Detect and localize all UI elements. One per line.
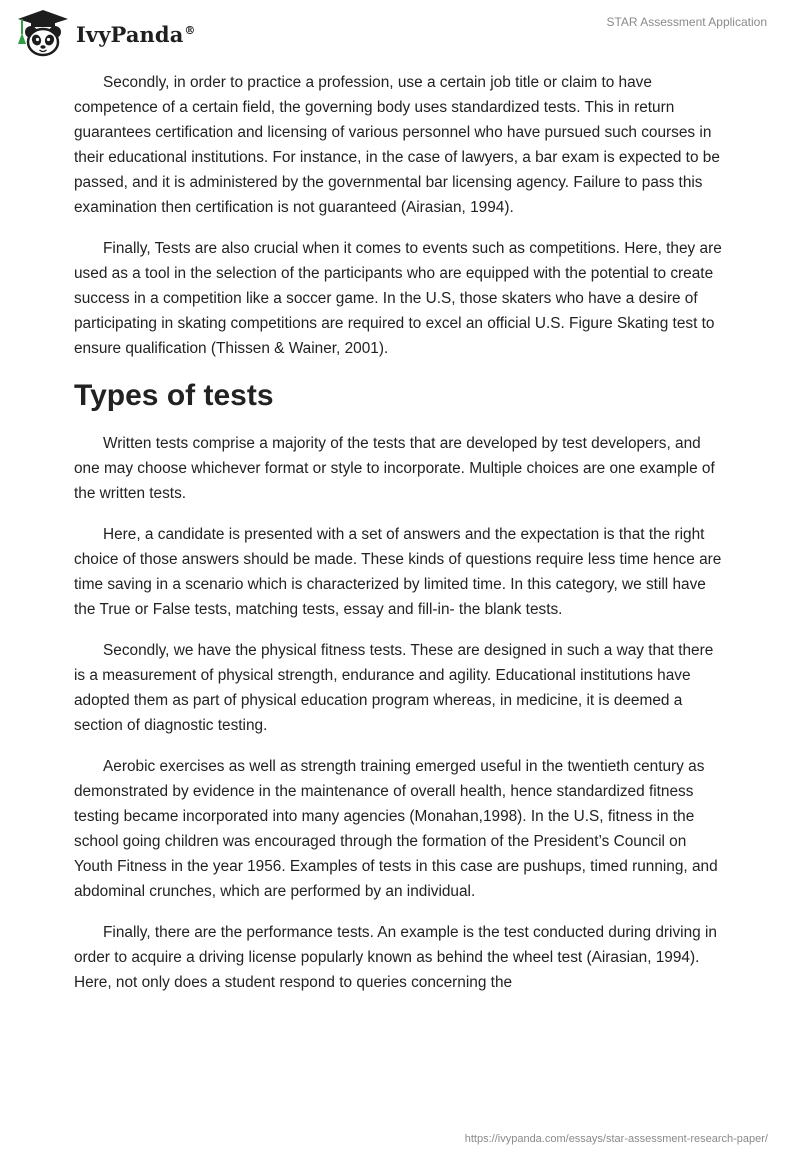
paragraph: Finally, there are the performance tests. An example is the test conducted during driving in order to acquire a driving license popularly known as behind the wheel test (Airasian, 1994). Here, not only does a student respond to queries concerning the (74, 924, 717, 991)
ivypanda-logo[interactable] (14, 8, 196, 58)
document-title: STAR Assessment Application (606, 15, 767, 29)
paragraph: Finally, Tests are also crucial when it comes to events such as competitions. Here, they are used as a tool in the selection of the participants who are equipped with the potential to create success in a competition like a soccer game. In the U.S, those skaters who have a desire of participating in skating competitions are required to excel an official U.S. Figure Skating test to ensure qualification (Thissen & Wainer, 2001). (74, 240, 722, 357)
paragraph: Written tests comprise a majority of the tests that are developed by test developers, and one may choose whichever format or style to incorporate. Multiple choices are one example of the written tests. (74, 435, 715, 502)
paragraph: Secondly, in order to practice a profession, use a certain job title or claim to have competence of a certain field, the governing body uses standardized tests. This in return guarantees certification and licensing of various personnel who have pursued such courses in their educational institutions. For instance, in the case of lawyers, a bar exam is expected to be passed, and it is administered by the governmental bar licensing agency. Failure to pass this examination then certification is not guaranteed (Airasian, 1994). (74, 74, 720, 216)
page-header (0, 0, 800, 60)
panda-graduate-icon (14, 8, 72, 58)
paragraph: Here, a candidate is presented with a set of answers and the expectation is that the right choice of those answers should be made. These kinds of questions require less time hence are time saving in a scenario which is characterized by limited time. In this category, we still have the True or False tests, matching tests, essay and fill-in- the blank tests. (74, 526, 722, 618)
source-url[interactable]: https://ivypanda.com/essays/star-assessment-research-paper/ (464, 1133, 768, 1145)
logo-wordmark (76, 22, 196, 47)
section-heading: Types of tests (74, 379, 274, 412)
registered-mark: ® (184, 23, 196, 37)
paragraph: Aerobic exercises as well as strength training emerged useful in the twentieth century as demonstrated by evidence in the maintenance of overall health, hence standardized fitness testing became incorporated into many agencies (Monahan,1998). In the U.S, fitness in the school going children was encouraged through the formation of the President’s Council on Youth Fitness in the year 1956. Examples of tests in this case are pushups, timed running, and abdominal crunches, which are performed by an individual. (74, 758, 718, 900)
logo-text: IvyPanda (76, 21, 184, 47)
paragraph: Secondly, we have the physical fitness tests. These are designed in such a way that there is a measurement of physical strength, endurance and agility. Educational institutions have adopted them as part of physical education program whereas, in medicine, it is deemed a section of diagnostic testing. (74, 642, 714, 734)
essay-content (74, 70, 726, 1011)
